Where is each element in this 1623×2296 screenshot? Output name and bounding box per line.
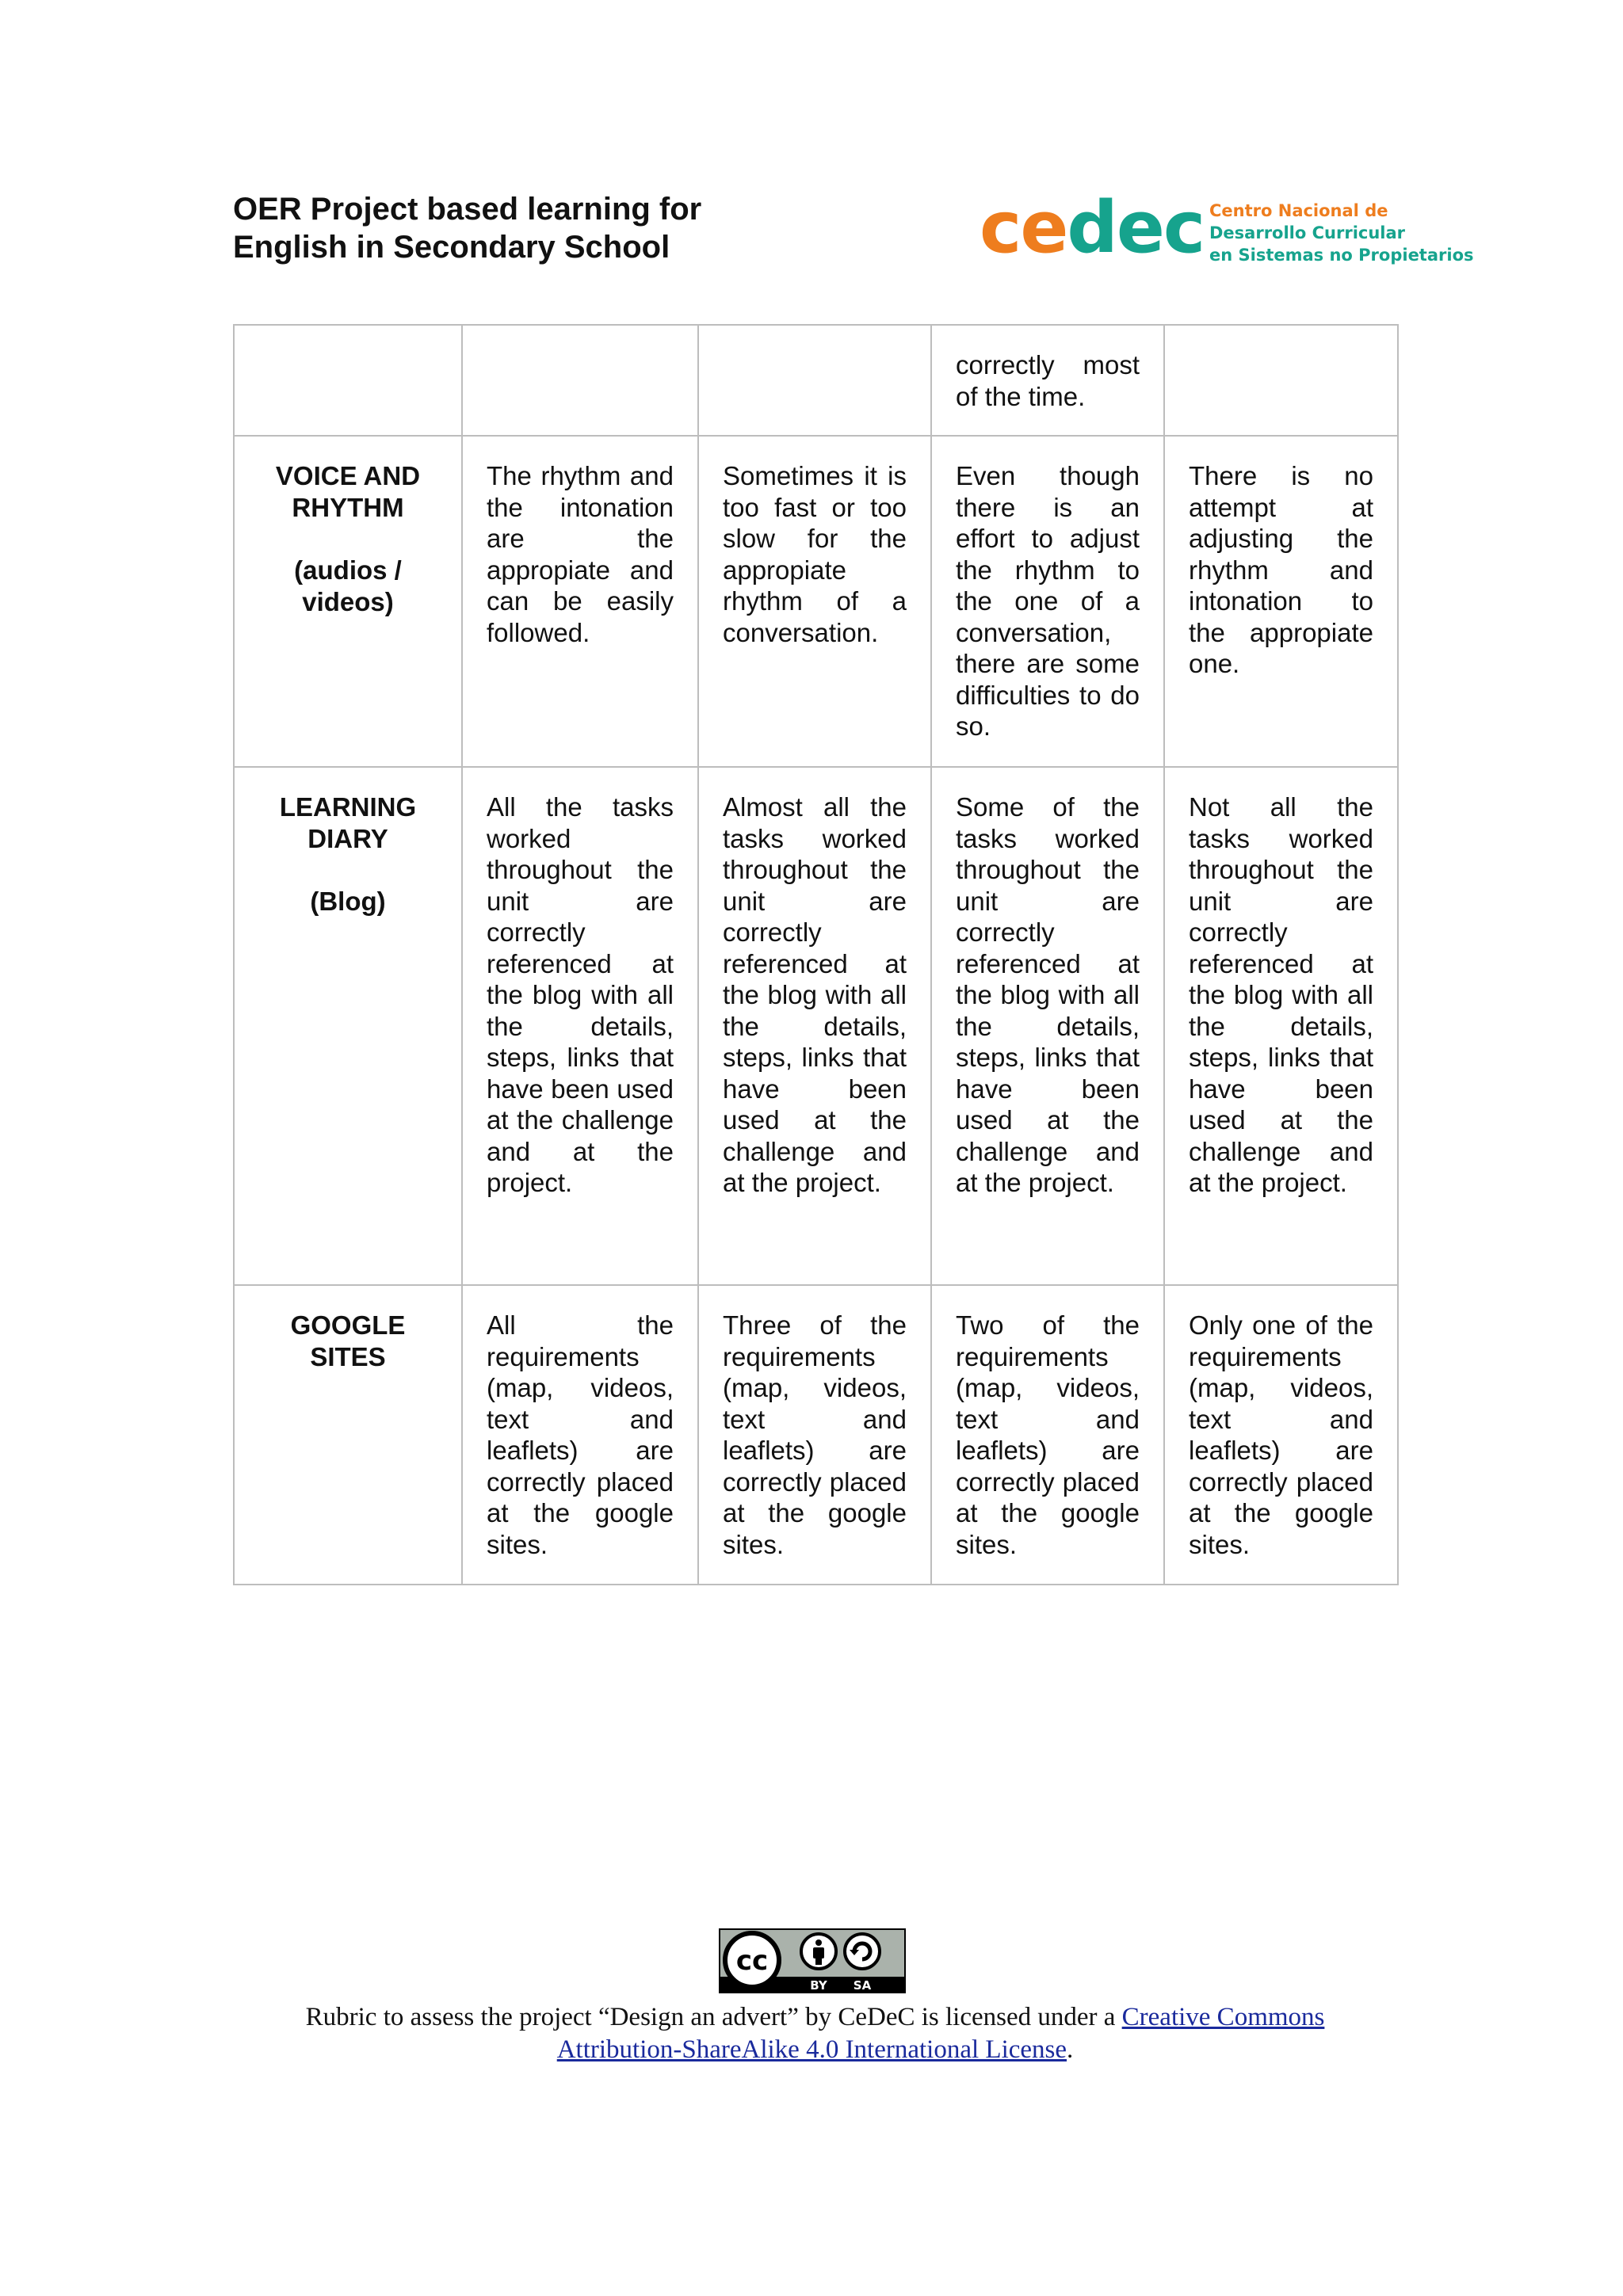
cedec-logo xyxy=(980,186,1474,269)
logo-letter: d xyxy=(1067,186,1117,269)
criterion-cell xyxy=(234,325,462,436)
descriptor-cell: Sometimes it is too fast or too slow for the appropiate rhythm of a conversation. xyxy=(698,436,931,767)
descriptor-cell xyxy=(698,325,931,436)
criterion-subtitle: (audios / videos) xyxy=(294,555,402,616)
table-row xyxy=(234,325,1398,436)
logo-letter: c xyxy=(1163,186,1205,269)
table-row xyxy=(234,436,1398,767)
logo-letter: e xyxy=(1116,186,1163,269)
cedec-logo-subtitle xyxy=(1209,200,1474,266)
license-notice xyxy=(233,2001,1397,2066)
logo-letter: e xyxy=(1020,186,1067,269)
criterion-cell xyxy=(234,436,462,767)
by-label: BY xyxy=(810,1978,827,1993)
cc-by-sa-badge xyxy=(719,1928,906,1993)
descriptor-cell: All the tasks worked throughout the unit are correctly referenced at the blog with all the details, steps, links that have been used at the challenge and at the project. xyxy=(462,767,698,1285)
descriptor-cell: Only one of the requirements (map, videos, text and leaflets) are correctly placed at the google sites. xyxy=(1164,1285,1398,1585)
license-link-line-1: Creative Commons xyxy=(1121,2003,1325,2031)
descriptor-cell: Even though there is an effort to adjust the rhythm to the one of a conversation, there are some difficulties to do so. xyxy=(931,436,1164,767)
descriptor-cell: Two of the requirements (map, videos, text and leaflets) are correctly placed at the google sites. xyxy=(931,1285,1164,1585)
descriptor-cell xyxy=(1164,325,1398,436)
descriptor-cell: Almost all the tasks worked throughout the unit are correctly referenced at the blog with all the details, steps, links that have been used at the challenge and at the project. xyxy=(698,767,931,1285)
logo-subtitle-line-2: Desarrollo Curricular xyxy=(1209,223,1406,242)
criterion-cell xyxy=(234,767,462,1285)
table-row xyxy=(234,767,1398,1285)
table-row xyxy=(234,1285,1398,1585)
criterion-cell xyxy=(234,1285,462,1585)
logo-letter: c xyxy=(980,186,1021,269)
license-text: Rubric to assess the project “Design an advert” by CeDeC is licensed under a xyxy=(305,2003,1122,2031)
share-alike-icon xyxy=(845,1934,880,1969)
document-title-line-1: OER Project based learning for xyxy=(233,192,702,227)
criterion-title: VOICE AND RHYTHM xyxy=(275,461,421,522)
cc-label: cc xyxy=(735,1945,769,1977)
license-link-line-2: Attribution-ShareAlike 4.0 International License xyxy=(556,2035,1067,2064)
descriptor-cell: correctly most of the time. xyxy=(931,325,1164,436)
sa-label: SA xyxy=(853,1978,872,1993)
descriptor-cell: There is no attempt at adjusting the rhythm and intonation to the appropiate one. xyxy=(1164,436,1398,767)
criterion-title: GOOGLE SITES xyxy=(290,1310,406,1371)
cedec-logo-wordmark xyxy=(980,186,1205,269)
descriptor-cell: Three of the requirements (map, videos, text and leaflets) are correctly placed at the google sites. xyxy=(698,1285,931,1585)
license-text-end: . xyxy=(1067,2035,1074,2064)
document-title xyxy=(233,190,701,266)
descriptor-cell xyxy=(462,325,698,436)
descriptor-cell: Not all the tasks worked throughout the unit are correctly referenced at the blog with all the details, steps, links that have been used at the challenge and at the project. xyxy=(1164,767,1398,1285)
rubric-table xyxy=(233,324,1399,1585)
criterion-title: LEARNING DIARY xyxy=(279,792,417,853)
descriptor-cell: Some of the tasks worked throughout the unit are correctly referenced at the blog with all the details, steps, links that have been used at the challenge and at the project. xyxy=(931,767,1164,1285)
criterion-subtitle: (Blog) xyxy=(310,887,386,916)
logo-subtitle-line-3: en Sistemas no Propietarios xyxy=(1209,246,1474,265)
document-title-line-2: English in Secondary School xyxy=(233,230,670,265)
descriptor-cell: All the requirements (map, videos, text and leaflets) are correctly placed at the google sites. xyxy=(462,1285,698,1585)
logo-subtitle-line-1: Centro Nacional de xyxy=(1209,201,1388,220)
descriptor-cell: The rhythm and the intonation are the appropiate and can be easily followed. xyxy=(462,436,698,767)
